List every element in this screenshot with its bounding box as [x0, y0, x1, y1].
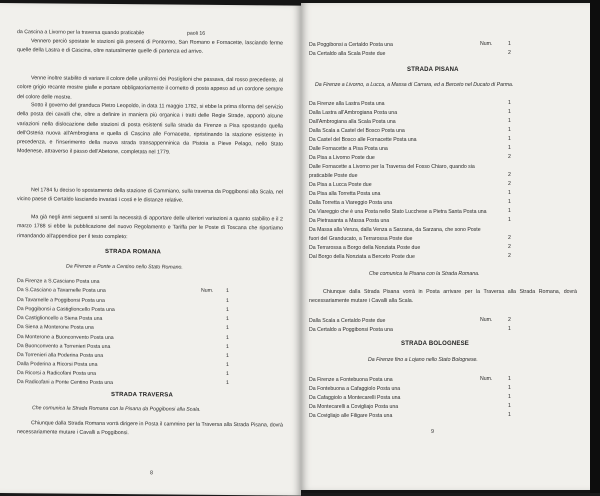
route-label: Da Firenze a Fontebuona Posta una	[309, 377, 393, 383]
route-num: 2	[508, 50, 511, 56]
table-row	[309, 127, 405, 136]
table-row	[17, 323, 94, 333]
paragraph-2: Venne inoltre stabilito di variare il colore delle uniformi dei Postiglioni che passava, dal rosso precedente, al colore grigio recante mostre gialle e portare obbligatoriamente il cornetto di posta appeso ad un cordone sempre del colore delle mostre.	[17, 75, 283, 101]
table-row	[309, 253, 415, 262]
table-row	[309, 181, 372, 190]
route-label: Da Radicofani a Ponte Centino Posta una	[17, 379, 114, 386]
table-row	[309, 100, 385, 109]
route-num: 1	[226, 287, 229, 294]
route-num: 1	[508, 208, 511, 214]
route-num: 2	[508, 317, 511, 323]
section-note-pisana: Che comunica la Pisana con la Strada Romana.	[369, 271, 480, 277]
section-title-strada-bolognese: STRADA BOLOGNESE	[401, 341, 469, 347]
paragraph-1: Vennero perciò spostate le stazioni già presenti di Pontormo, San Romano e Fornacette, lasciando ferme quelle della Lastra e di Cascina, oltre naturalmente quelle di partenza ed arrivo.	[17, 38, 283, 56]
route-label: Dalla Lastra all'Ambrogiana Posta una	[309, 110, 398, 116]
table-row	[309, 41, 393, 50]
route-label: Da Pisa a Lucca Poste due	[309, 182, 372, 188]
table-row	[309, 154, 375, 163]
section-title-strada-pisana: STRADA PISANA	[407, 67, 459, 73]
route-label: Da Pisa a Livorno Poste due	[309, 155, 375, 161]
route-num: 2	[508, 244, 511, 250]
right-page	[301, 3, 590, 490]
route-label: Dal Borgo della Nonziata a Berceto Poste due	[309, 254, 415, 260]
route-num: 1	[226, 352, 229, 359]
table-row	[309, 208, 487, 217]
table-row	[309, 50, 385, 59]
paragraph-3: Sotto il governo del granduca Pietro Leopoldo, in data 11 maggio 1782, si ebbe la prima riforma del servizio della posta dei cavalli che, oltre a definire in maniera più organica i tratti delle Regie Strade, apportò alcune variazioni nella dislocazione delle stazioni di posta esistenti sulla strada da Firenze a Pisa spostando quella dell'Osteria nuova all'Ambrogiana e quella di Cascina alle Fornacette, ripristinando la stazione esistente in precedenza, e l'inserimento della nuova strada transappenninica da Pistoia a Pieve Pelago, nello Stato Modenese, attraverso il passo dell'Abetone, completata nel 1779.	[17, 102, 283, 156]
route-label: Da Certaldo a Poggibonsi Posta una	[309, 327, 393, 333]
table-row	[309, 412, 392, 421]
route-num: 1	[508, 136, 511, 142]
num-label: Num.	[480, 41, 493, 47]
route-label: Da Siena a Monterone Posta una	[17, 324, 94, 331]
table-row	[17, 286, 106, 296]
table-row	[309, 163, 475, 172]
route-num: 1	[508, 109, 511, 115]
route-num: 1	[226, 379, 229, 386]
table-row	[309, 109, 397, 118]
route-label: Da Buonconvento a Torrenieri Posta una	[17, 343, 111, 350]
route-num: 1	[508, 217, 511, 223]
route-label: Da Poggibonsi a Castiglioncello Posta una	[17, 306, 115, 314]
route-label: Da Firenze alla Lastra Posta una	[309, 101, 385, 107]
book-edge-shadow	[590, 0, 600, 493]
route-num: 1	[508, 145, 511, 151]
table-row	[309, 226, 481, 235]
table-row	[309, 317, 385, 326]
paragraph-traversa: Chiunque dalla Strada Romana vorrà dirigere in Posta il cammino per la Traversa alla Strada Pisana, dovrà necessariamente mutare i Cavalli a Poggibonsi.	[17, 420, 283, 437]
route-label: Da Massa alla Venza, dalla Venza a Sarzana, da Sarzana, che sono Poste	[309, 227, 481, 233]
route-num: 1	[508, 41, 511, 47]
route-label: Dalle Fornacette a Livorno per la Traversa del Fosso Chiaro, quando sia	[309, 164, 475, 170]
paragraph-pisana: Chiunque dalla Strada Pisana vorrà in Posta arrivare per la Traversa alla Strada Romana, dovrà necessariamente mutare i Cavalli alla Scala.	[309, 289, 577, 305]
route-label: Da Cafaggiolo a Montecarelli Posta una	[309, 395, 401, 401]
route-label: Da Torrenieri alla Poderina Posta una	[17, 352, 104, 359]
route-num: 1	[508, 376, 511, 382]
table-row	[309, 326, 393, 335]
route-num: 1	[226, 324, 229, 331]
route-num: 1	[226, 361, 229, 368]
route-label: Da Pietrasanta a Massa Posta una	[309, 218, 390, 224]
route-label: fuori del Granducato, a Terrarossa Poste due	[309, 236, 413, 242]
route-label: Da Pisa alla Torretta Posta una	[309, 191, 381, 197]
header-paoli: paoli 16	[187, 30, 206, 37]
route-num: 1	[508, 118, 511, 124]
table-row	[309, 235, 412, 244]
route-num: 2	[508, 253, 511, 259]
section-subtitle-strada-romana: Da Firenze a Ponte a Centino nello Stato Romano.	[66, 263, 183, 271]
route-label: Da Castel del Bosco alle Fornacette Posta una	[309, 137, 417, 143]
table-row	[309, 190, 380, 199]
table-row	[309, 145, 388, 154]
route-num: 1	[226, 315, 229, 322]
table-row	[17, 378, 113, 388]
table-row	[309, 244, 420, 253]
route-label: Da Ricorsi a Radicofani Posta una	[17, 370, 97, 377]
route-label: Da Viareggio che è una Posta nello Stato Lucchese a Pietra Santa Posta una	[309, 209, 487, 215]
route-label: Da Tavarnelle a Poggibonsi Posta una	[17, 297, 105, 304]
route-num: 1	[508, 326, 511, 332]
route-label: praticabile Poste due	[309, 173, 358, 179]
route-num: 1	[226, 370, 229, 377]
paragraph-5: Ma già negli anni seguenti si sentì la necessità di apportare delle ulteriori variazioni a quanto stabilito e il 2 marzo 1788 si ebbe la pubblicazione del nuovo Regolamento e Tariffa per le Poste di Toscana che riportiamo rimandando all'appendice per il testo completo:	[17, 214, 283, 240]
route-num: 1	[508, 403, 511, 409]
route-label: Da S.Casciano a Tavarnelle Posta una	[17, 287, 106, 294]
route-num: 1	[226, 297, 229, 304]
table-row	[309, 118, 396, 127]
section-title-strada-romana: STRADA ROMANA	[105, 248, 162, 256]
table-row	[309, 217, 389, 226]
table-row	[309, 136, 417, 145]
route-num: 1	[508, 394, 511, 400]
route-num: 1	[226, 343, 229, 350]
route-num: 2	[508, 235, 511, 241]
paragraph-4: Nel 1784 fu deciso lo spostamento della stazione di Cammiano, sulla traversa da Poggibonsi alla Scala, nel vicino paese di Certaldo lasciando invariati i costi e le distanze relative.	[17, 187, 283, 204]
route-num: 1	[508, 190, 511, 196]
route-num: 2	[508, 181, 511, 187]
route-label: Dalla Torretta a Viareggio Posta una	[309, 200, 393, 206]
route-num: 1	[508, 412, 511, 418]
route-num: 1	[508, 199, 511, 205]
route-label: Da Monterone a Buonconvento Posta una	[17, 334, 114, 341]
route-label: Da Certaldo alla Scala Poste due	[309, 51, 386, 57]
route-label: Dalla Scala a Certaldo Poste due	[309, 318, 386, 324]
route-num: 2	[508, 154, 511, 160]
section-subtitle-strada-traversa: Che comunica la Strada Romana con la Pisana da Poggibonsi alla Scala.	[32, 405, 201, 413]
num-label: Num.	[480, 317, 493, 323]
route-num: 1	[226, 306, 229, 313]
left-page	[0, 3, 301, 496]
route-label: Dall'Ambrogiana alla Scala Posta una	[309, 119, 396, 125]
route-num: 2	[508, 172, 511, 178]
route-label: Da Poggibonsi a Certaldo Posta una	[309, 42, 393, 48]
route-label: Da Fontebuona a Cafaggiolo Posta una	[309, 386, 401, 392]
header-line: da Cascina a Livorno per la traversa quando praticabile	[17, 29, 145, 37]
route-num: 1	[508, 127, 511, 133]
table-row	[309, 403, 398, 412]
route-num: 1	[508, 385, 511, 391]
table-row	[309, 172, 357, 181]
page-number: 8	[150, 470, 153, 477]
num-header: Num.	[201, 287, 214, 294]
route-label: Da Montecarelli a Covigliajo Posta una	[309, 404, 399, 410]
route-label: Da Covigliajo alle Filigare Posta una	[309, 413, 393, 419]
route-num: 1	[226, 334, 229, 341]
route-label: Dalla Scala a Castel del Bosco Posta una	[309, 128, 405, 134]
section-subtitle-strada-bolognese: Da Firenze fino a Lojano nello Stato Bolognese.	[368, 357, 478, 363]
route-label: Da Terrarossa a Borgo della Nonziata Poste due	[309, 245, 421, 251]
route-num: 1	[508, 100, 511, 106]
section-title-strada-traversa: STRADA TRAVERSA	[111, 391, 174, 399]
route-label: Dalla Poderina a Ricorsi Posta una	[17, 361, 98, 368]
route-label: Da Firenze a S.Casciano Posta una	[17, 278, 100, 285]
route-label: Dalle Fornacette a Pisa Posta una	[309, 146, 388, 152]
num-header: Num.	[480, 376, 493, 382]
table-row	[309, 376, 393, 385]
section-subtitle-strada-pisana: Da Firenze a Livorno, a Lucca, a Massa di Carrara, ed a Berceto nel Ducato di Parma.	[315, 82, 514, 88]
page-number: 9	[431, 429, 434, 435]
table-row	[309, 199, 392, 208]
table-row	[309, 394, 400, 403]
table-row	[309, 385, 400, 394]
route-label: Da Castiglioncello a Siena Posta una	[17, 315, 103, 322]
